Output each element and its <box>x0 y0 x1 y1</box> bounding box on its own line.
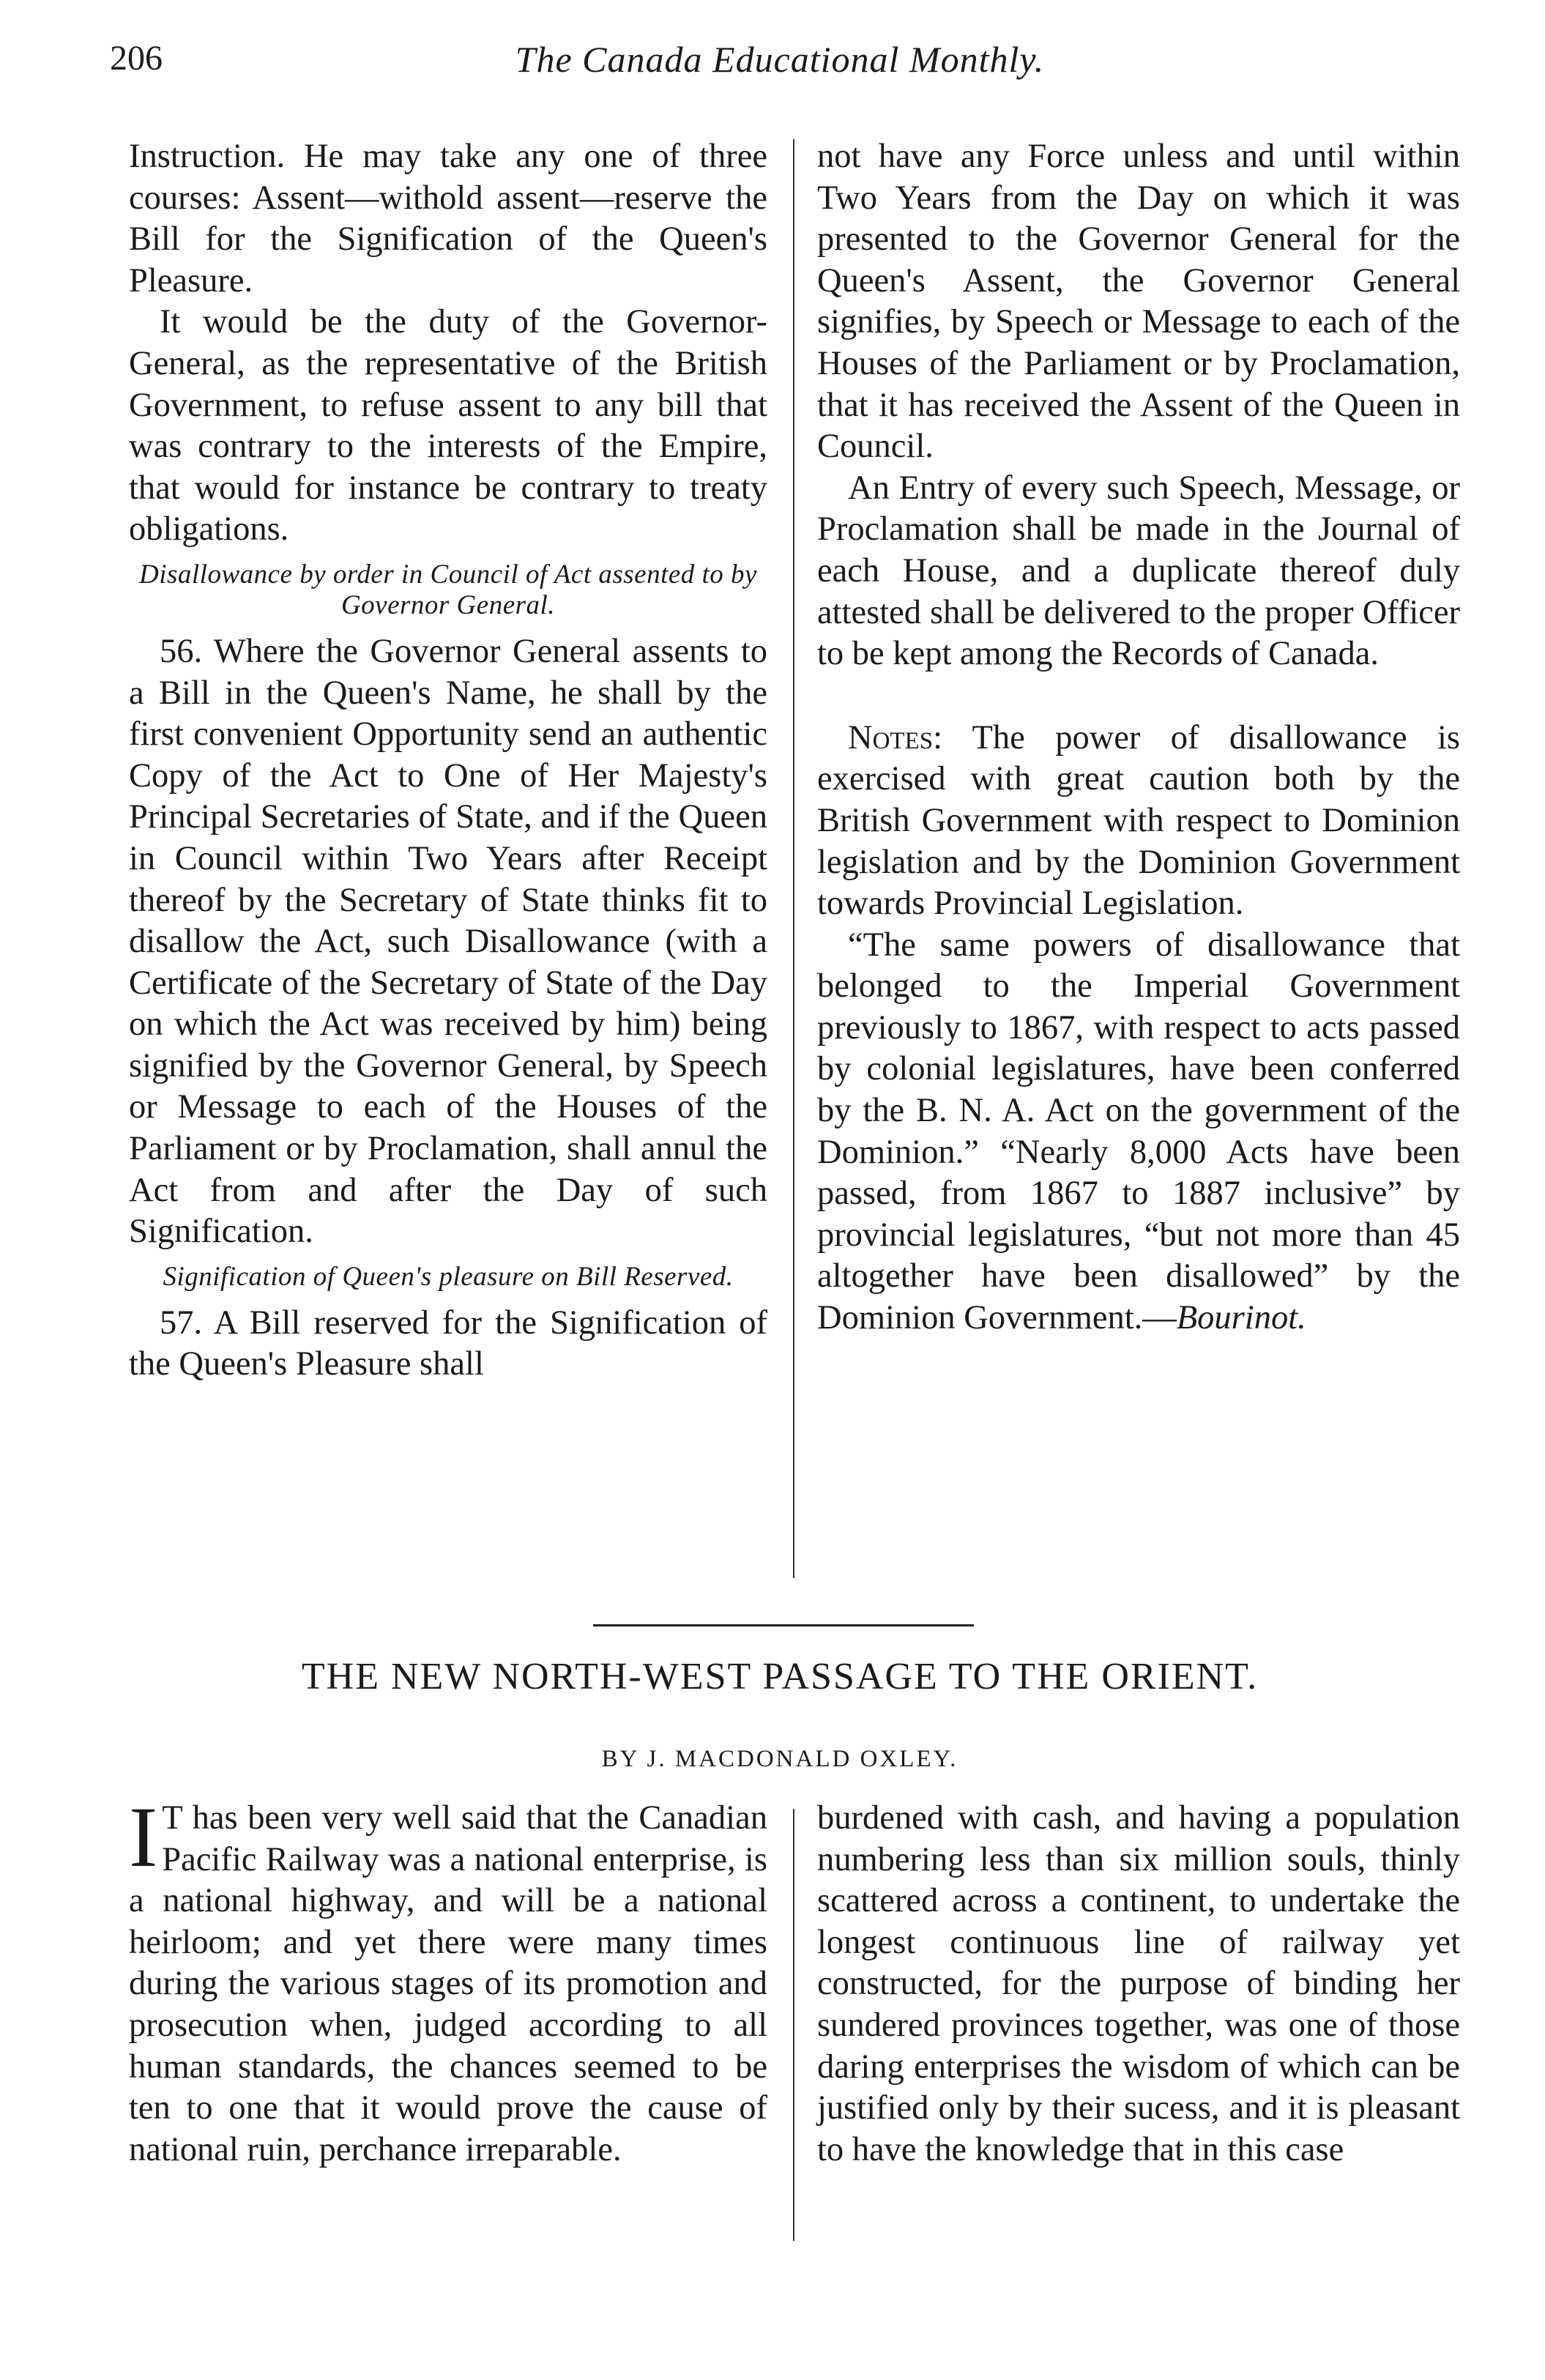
section-rule <box>593 1624 974 1626</box>
paragraph-text: T has been very well said that the Canadian Pacific Railway was a national enterprise, is a national highway, and will be a national heirloom; and yet there were many times during the various stages of its promotion and prosecution when, judged according to all human standards, the chances seemed to be ten to one that it would prove the cause of national ruin, perchance irreparable. <box>129 1799 767 2168</box>
quote-author: Bourinot. <box>1176 1299 1306 1337</box>
quote-text: “The same powers of disallowance that belonged to the Imperial Government previously to 1867, with respect to acts passed by colonial legislatures, have been conferred by the B. N. A. Act on the government of the Dominion.” “Nearly 8,000 Acts have been passed, from 1867 to 1887 inclusive” by provincial legislatures, “but not more than 45 altogether have been disallowed” by the Dominion Government.— <box>817 926 1460 1337</box>
bottom-right-column <box>817 1798 1460 2171</box>
paragraph: 56. Where the Governor General assents to a Bill in the Queen's Name, he shall by the first convenient Opportunity send an authentic Copy of the Act to One of Her Majesty's Principal Secretaries of State, and if the Queen in Council within Two Years after Receipt thereof by the Secretary of State thinks fit to disallow the Act, such Disallowance (with a Certificate of the Secretary of State of the Day on which the Act was received by him) being signified by the Governor General, by Speech or Message to each of the Houses of the Parliament or by Proclamation, shall annul the Act from and after the Day of such Signification. <box>129 632 767 1251</box>
paragraph: burdened with cash, and having a population numbering less than six million souls, thinly scattered across a continent, to undertake the longest continuous line of railway yet constructed, for the purpose of binding her sundered provinces together, was one of those daring enterprises the wisdom of which can be justified only by their sucess, and it is pleasant to have the knowledge that in this case <box>817 1799 1460 2168</box>
marginal-note: Signification of Queen's pleasure on Bill Reserved. <box>163 1261 734 1292</box>
notes-text: The power of disallowance is exercised with great caution both by the British Government with respect to Dominion legislation and by the Dominion Government towards Provincial Legislation. <box>817 718 1460 923</box>
paragraph: It would be the duty of the Governor-General, as the representative of the British Government, to refuse assent to any bill that was contrary to the interests of the Empire, that would for instance be contrary to treaty obligations. <box>129 303 767 548</box>
article-title: THE NEW NORTH-WEST PASSAGE TO THE ORIENT. <box>301 1656 1259 1697</box>
notes-heading: Notes: <box>848 718 942 756</box>
column-divider <box>793 139 794 1578</box>
page-header <box>110 38 1450 89</box>
top-right-column <box>817 136 1460 1339</box>
article-byline: BY J. MACDONALD OXLEY. <box>601 1746 958 1772</box>
marginal-note: Disallowance by order in Council of Act assented to by Governor General. <box>139 559 757 620</box>
spacer <box>817 675 1460 718</box>
notes-paragraph <box>817 718 1460 925</box>
paragraph: not have any Force unless and until within Two Years from the Day on which it was presented to the Governor General for the Queen's Assent, the Governor General signifies, by Speech or Message to each of the Houses of the Parliament or by Proclamation, that it has received the Assent of the Queen in Council. <box>817 138 1460 466</box>
paragraph: Instruction. He may take any one of three courses: Assent—withold assent—reserve the Bill for the Signification of the Queen's Pleasure. <box>129 138 767 300</box>
drop-cap: I <box>129 1789 158 1885</box>
running-title: The Canada Educational Monthly. <box>515 39 1045 80</box>
quote-paragraph <box>817 925 1460 1339</box>
page-number: 206 <box>110 39 163 78</box>
bottom-left-column <box>129 1789 767 2171</box>
top-left-column <box>129 136 767 1386</box>
paragraph: An Entry of every such Speech, Message, or Proclamation shall be made in the Journal of each House, and a duplicate thereof duly attested shall be delivered to the proper Officer to be kept among the Records of Canada. <box>817 469 1460 673</box>
paragraph: 57. A Bill reserved for the Signification of the Queen's Pleasure shall <box>129 1304 767 1383</box>
paragraph <box>129 1789 767 2171</box>
column-divider <box>793 1809 794 2241</box>
